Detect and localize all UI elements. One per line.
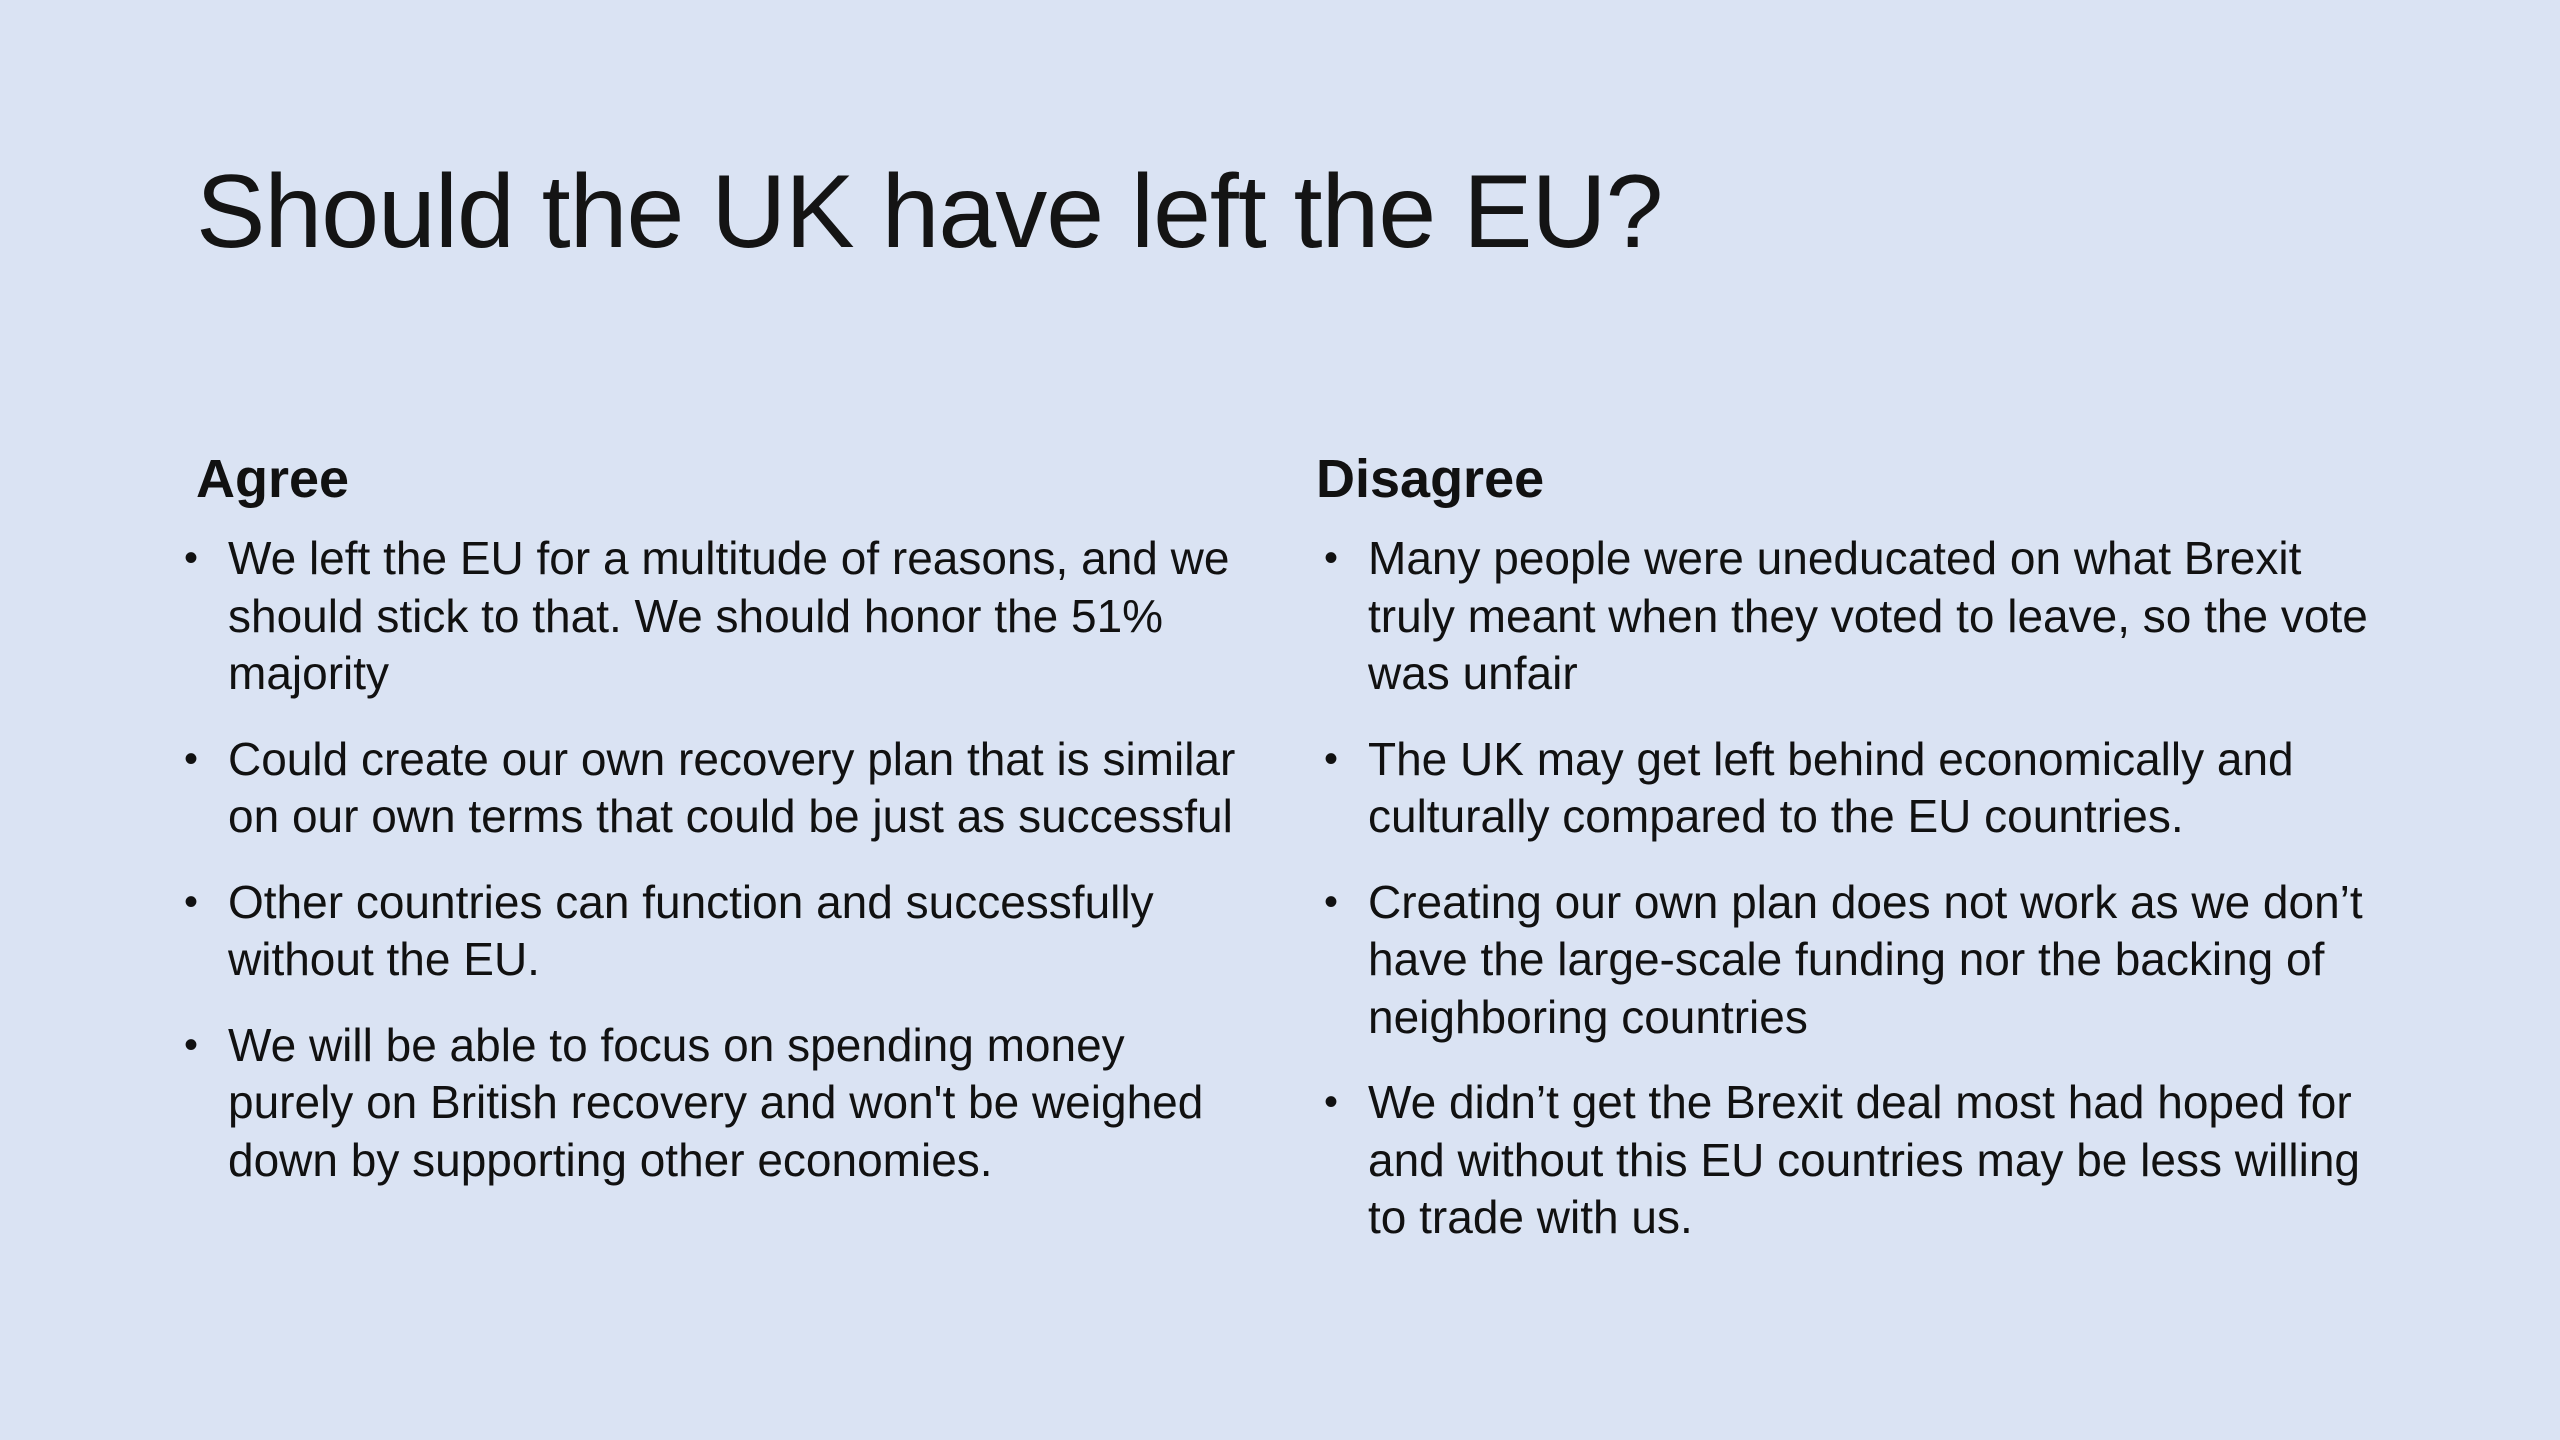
bullet-icon: • [1324,1080,1339,1124]
agree-heading: Agree [196,449,350,509]
bullet-icon: • [184,736,199,781]
agree-point [184,731,1246,846]
bullet-icon: • [1324,736,1339,781]
bullet-icon: • [184,536,199,580]
disagree-point [1316,1074,2376,1247]
disagree-column [1316,446,2376,1275]
agree-point-text: Other countries can function and successfully without the EU. [228,875,1154,985]
disagree-point-text: Creating our own plan does not work as we don’t have the large-scale funding nor the backing of neighboring countries [1368,875,2363,1043]
agree-point [184,530,1246,703]
disagree-point-text: The UK may get left behind economically and culturally compared to the EU countries. [1368,732,2294,842]
bullet-icon: • [1324,879,1339,924]
agree-column [184,446,1246,1217]
agree-point [184,1017,1246,1190]
agree-point-text: We will be able to focus on spending money purely on British recovery and won't be weighed down by supporting other economies. [228,1018,1204,1186]
slide-title: Should the UK have left the EU? [196,154,1663,270]
disagree-point-text: Many people were uneducated on what Brexit truly meant when they voted to leave, so the vote was unfair [1368,532,2368,699]
disagree-heading: Disagree [1316,449,1545,509]
agree-point-text: Could create our own recovery plan that is similar on our own terms that could be just as successful [228,732,1236,842]
bullet-icon: • [1324,536,1339,580]
agree-list [184,530,1246,1189]
agree-point [184,874,1246,989]
disagree-point [1316,874,2376,1047]
bullet-icon: • [184,1022,199,1067]
bullet-icon: • [184,879,199,924]
disagree-point-text: We didn’t get the Brexit deal most had hoped for and without this EU countries may be less willing to trade with us. [1368,1076,2361,1243]
disagree-point [1316,731,2376,846]
disagree-point [1316,530,2376,703]
disagree-list [1316,530,2376,1247]
agree-point-text: We left the EU for a multitude of reasons, and we should stick to that. We should honor the 51% majority [228,532,1230,699]
